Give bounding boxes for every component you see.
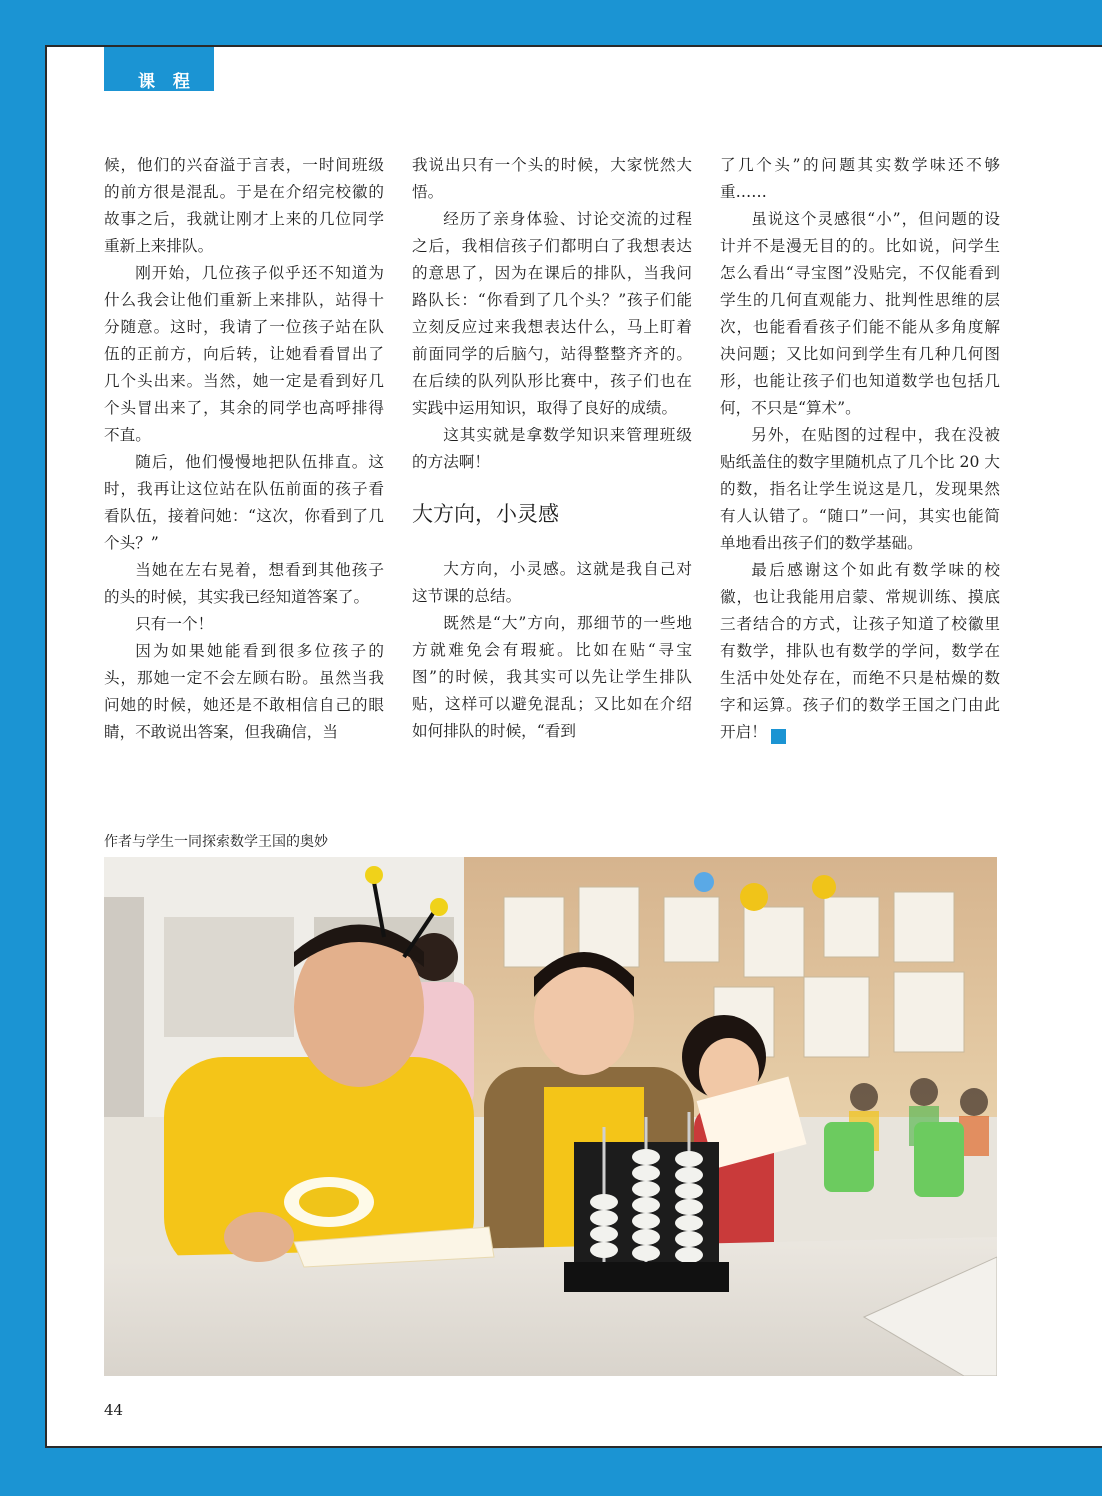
paragraph: 刚开始，几位孩子似乎还不知道为什么我会让他们重新上来排队，站得十分随意。这时，我请了一位孩子站在队伍的正前方，向后转，让她看看冒出了几个头出来。当然，她一定是看到好几个头冒出来了，其余的同学也高呼排得不直。 <box>104 264 384 444</box>
paragraph: 既然是“大”方向，那细节的一些地方就难免会有瑕疵。比如在贴“寻宝图”的时候，我其实可以先让学生排队贴，这样可以避免混乱；又比如在介绍如何排队的时候，“看到 <box>412 614 692 740</box>
text-column-2 <box>412 152 692 745</box>
paragraph-text: 最后感谢这个如此有数学味的校徽，也让我能用启蒙、常规训练、摸底三者结合的方式，让孩子知道了校徽里有数学，排队也有数学的学问，数学在生活中处处存在，而绝不只是枯燥的数字和运算。孩子们的数学王国之门由此开启！ <box>720 561 1000 741</box>
paragraph <box>720 557 1000 746</box>
paragraph: 另外，在贴图的过程中，我在没被贴纸盖住的数字里随机点了几个比 20 大的数，指名让学生说这是几，发现果然有人认错了。“随口”一问，其实也能简单地看出孩子们的数学基础。 <box>720 426 1000 552</box>
paragraph: 只有一个！ <box>135 615 214 633</box>
paragraph: 候，他们的兴奋溢于言表，一时间班级的前方很是混乱。于是在介绍完校徽的故事之后，我就让刚才上来的几位同学重新上来排队。 <box>104 156 384 255</box>
paragraph: 虽说这个灵感很“小”，但问题的设计并不是漫无目的的。比如说，问学生怎么看出“寻宝图”没贴完，不仅能看到学生的几何直观能力、批判性思维的层次，也能看看孩子们能不能从多角度解决问题；又比如问到学生有几种几何图形，也能让孩子们也知道数学也包括几何，不只是“算术”。 <box>720 210 1000 417</box>
photo-caption: 作者与学生一同探索数学王国的奥妙 <box>104 834 328 850</box>
paragraph: 当她在左右晃着，想看到其他孩子的头的时候，其实我已经知道答案了。 <box>104 561 384 606</box>
paragraph: 了几个头”的问题其实数学味还不够重…… <box>720 156 1000 201</box>
classroom-photo <box>104 857 997 1376</box>
paragraph: 随后，他们慢慢地把队伍排直。这时，我再让这位站在队伍前面的孩子看看队伍，接着问她：“这次，你看到了几个头？” <box>104 453 384 552</box>
end-mark-icon: 家 <box>771 729 786 744</box>
section-subheading: 大方向，小灵感 <box>412 502 559 526</box>
page-number: 44 <box>104 1401 124 1419</box>
paragraph: 这其实就是拿数学知识来管理班级的方法啊！ <box>412 426 692 471</box>
paragraph: 经历了亲身体验、讨论交流的过程之后，我相信孩子们都明白了我想表达的意思了，因为在课后的排队，当我问路队长：“你看到了几个头？”孩子们能立刻反应过来我想表达什么，马上盯着前面同学的后脑勺，站得整整齐齐的。在后续的队列队形比赛中，孩子们也在实践中运用知识，取得了良好的成绩。 <box>412 210 692 417</box>
section-tab: 课 程 <box>104 47 214 91</box>
text-column-1 <box>104 152 384 746</box>
paragraph: 我说出只有一个头的时候，大家恍然大悟。 <box>412 156 692 201</box>
text-column-3 <box>720 152 1000 746</box>
paragraph: 大方向，小灵感。这就是我自己对这节课的总结。 <box>412 560 692 605</box>
paragraph: 因为如果她能看到很多位孩子的头，那她一定不会左顾右盼。虽然当我问她的时候，她还是不敢相信自己的眼睛，不敢说出答案，但我确信，当 <box>104 642 384 741</box>
